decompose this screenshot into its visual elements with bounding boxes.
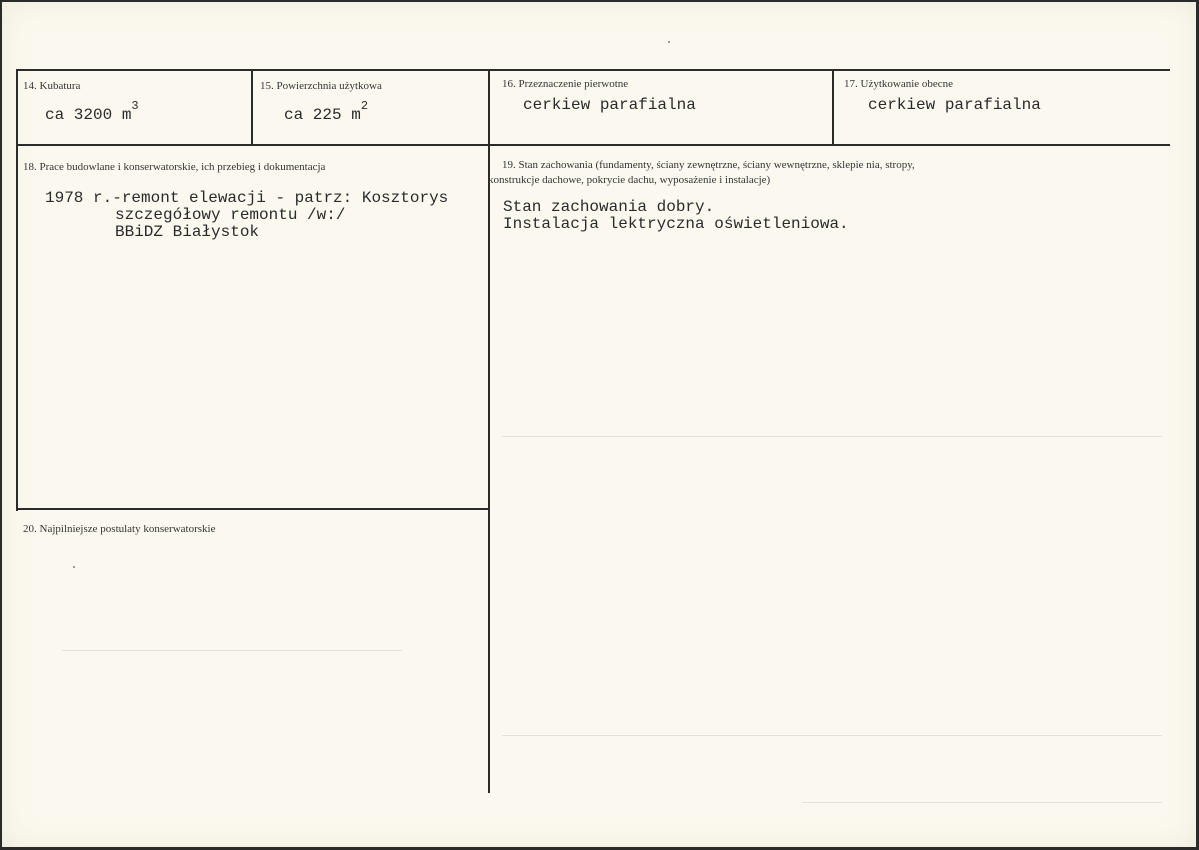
field-14-superscript: 3 [131, 99, 139, 113]
faint-ruling [802, 802, 1162, 803]
field-16-label: 16. Przeznaczenie pierwotne [502, 78, 629, 90]
field-18-line-1: 1978 r.-remont elewacji - patrz: Kosztorys [45, 189, 449, 207]
field-19-line-2: Instalacja lektryczna oświetleniowa. [503, 215, 849, 233]
paper-speck [73, 566, 75, 568]
faint-ruling [502, 735, 1162, 736]
top-rule [16, 69, 1170, 71]
field-17-label: 17. Użytkowanie obecne [844, 78, 954, 90]
faint-ruling [502, 436, 1162, 437]
field-18-line-2: szczegółowy remontu /w:/ [115, 206, 346, 224]
field-15-text: ca 225 m [284, 106, 361, 124]
field-16-value: cerkiew parafialna [523, 96, 696, 114]
field-17-value: cerkiew parafialna [868, 96, 1041, 114]
left-border [16, 69, 18, 511]
field-20-label: 20. Najpilniejsze postulaty konserwatorskie [23, 523, 216, 535]
field-15-superscript: 2 [360, 99, 369, 113]
faint-ruling [62, 650, 402, 651]
row1-rule [16, 144, 1170, 146]
field-15-label: 15. Powierzchnia użytkowa [260, 80, 382, 92]
divider-18-20 [16, 508, 488, 510]
field-14-value [45, 99, 139, 125]
field-19-line-1: Stan zachowania dobry. [503, 198, 715, 216]
divider-16-17 [832, 69, 834, 146]
field-15-value [284, 99, 369, 125]
field-19-label-line-1: 19. Stan zachowania (fundamenty, ściany zewnętrzne, ściany wewnętrzne, sklepie nia, stropy, [502, 159, 915, 171]
field-14-label: 14. Kubatura [23, 80, 81, 92]
divider-14-15 [251, 69, 253, 146]
field-18-label: 18. Prace budowlane i konserwatorskie, ich przebieg i dokumentacja [23, 161, 326, 173]
paper-speck [668, 41, 670, 43]
field-14-text: ca 3200 m [45, 106, 132, 124]
document-card [2, 2, 1196, 847]
field-18-line-3: BBiDZ Białystok [115, 223, 260, 241]
field-19-label-line-2: konstrukcje dachowe, pokrycie dachu, wyposażenie i instalacje) [488, 174, 771, 186]
